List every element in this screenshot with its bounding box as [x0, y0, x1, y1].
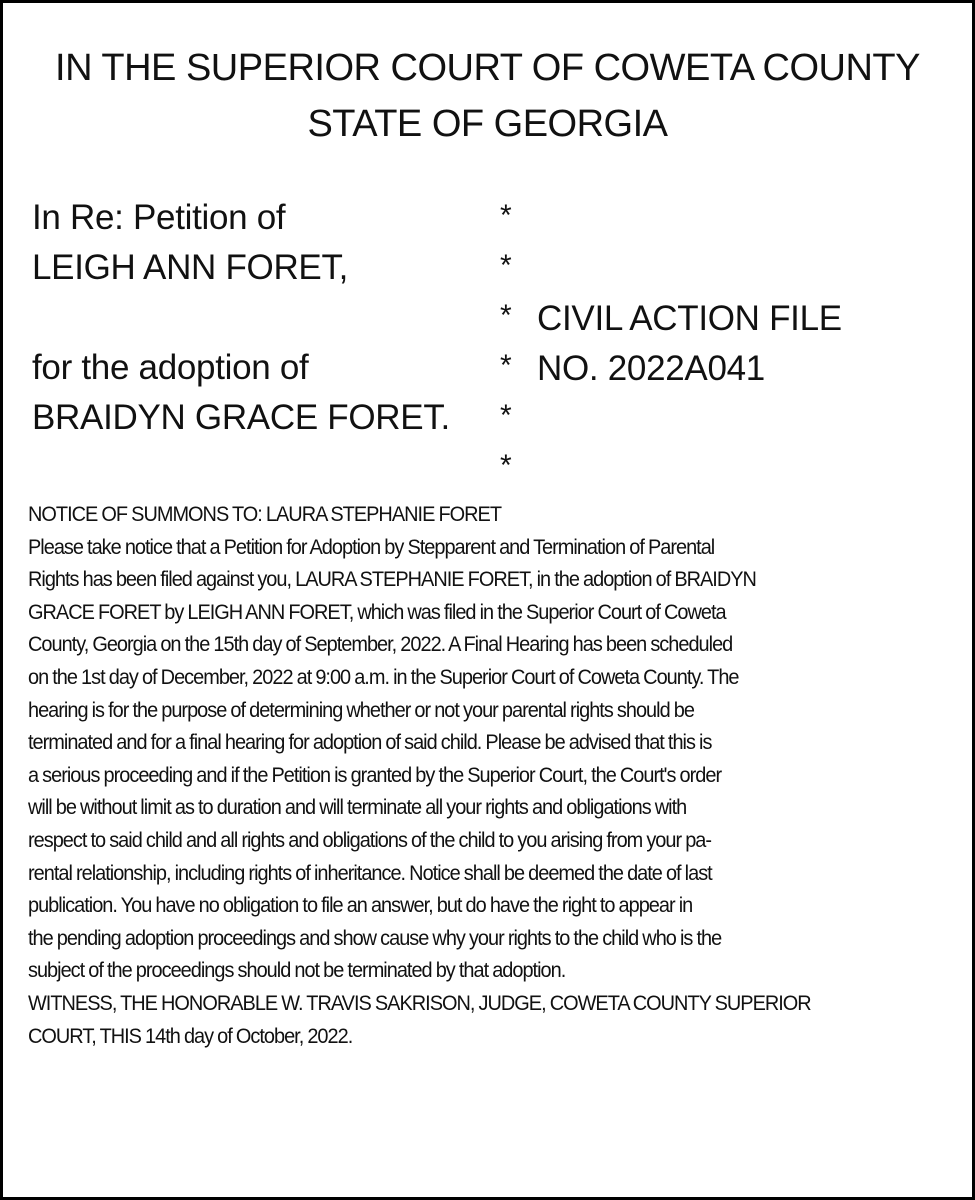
notice-line: a serious proceeding and if the Petition is granted by the Superior Court, the Court's order [28, 763, 722, 787]
caption-star: * [500, 349, 512, 382]
caption-star: * [500, 249, 512, 282]
caption-petitioner: LEIGH ANN FORET, [32, 248, 349, 287]
civil-action-label: CIVIL ACTION FILE [537, 299, 842, 338]
court-name: IN THE SUPERIOR COURT OF COWETA COUNTY [55, 47, 920, 89]
caption-for-adoption: for the adoption of [32, 348, 309, 387]
notice-line: Please take notice that a Petition for Adoption by Stepparent and Termination of Parental [28, 535, 715, 559]
notice-line: terminated and for a final hearing for adoption of said child. Please be advised that this is [28, 731, 712, 755]
caption-star: * [500, 449, 512, 482]
notice-body [28, 499, 898, 1053]
witness-line: WITNESS, THE HONORABLE W. TRAVIS SAKRISON, JUDGE, COWETA COUNTY SUPERIOR [28, 991, 811, 1015]
notice-line: on the 1st day of December, 2022 at 9:00 a.m. in the Superior Court of Coweta County. The [28, 665, 739, 689]
notice-line: rental relationship, including rights of inheritance. Notice shall be deemed the date of last [28, 861, 712, 885]
caption-in-re: In Re: Petition of [32, 198, 286, 237]
notice-line: hearing is for the purpose of determining whether or not your parental rights should be [28, 698, 694, 722]
notice-line: respect to said child and all rights and obligations of the child to you arising from your pa- [28, 828, 712, 852]
caption-star: * [500, 399, 512, 432]
notice-line: GRACE FORET by LEIGH ANN FORET, which was filed in the Superior Court of Coweta [28, 600, 726, 624]
civil-action-file-number: NO. 2022A041 [537, 349, 765, 388]
notice-line: Rights has been filed against you, LAURA STEPHANIE FORET, in the adoption of BRAIDYN [28, 568, 756, 592]
court-state: STATE OF GEORGIA [307, 103, 668, 145]
caption-star: * [500, 299, 512, 332]
caption-star: * [500, 199, 512, 232]
notice-line: subject of the proceedings should not be terminated by that adoption. [28, 959, 566, 983]
notice-line: will be without limit as to duration and will terminate all your rights and obligations with [28, 796, 687, 820]
witness-line: COURT, THIS 14th day of October, 2022. [28, 1024, 353, 1048]
notice-line: County, Georgia on the 15th day of September, 2022. A Final Hearing has been scheduled [28, 633, 733, 657]
notice-line: the pending adoption proceedings and show cause why your rights to the child who is the [28, 926, 722, 950]
notice-line: publication. You have no obligation to file an answer, but do have the right to appear in [28, 894, 693, 918]
notice-heading: NOTICE OF SUMMONS TO: LAURA STEPHANIE FORET [28, 503, 502, 526]
caption-child: BRAIDYN GRACE FORET. [32, 398, 450, 437]
